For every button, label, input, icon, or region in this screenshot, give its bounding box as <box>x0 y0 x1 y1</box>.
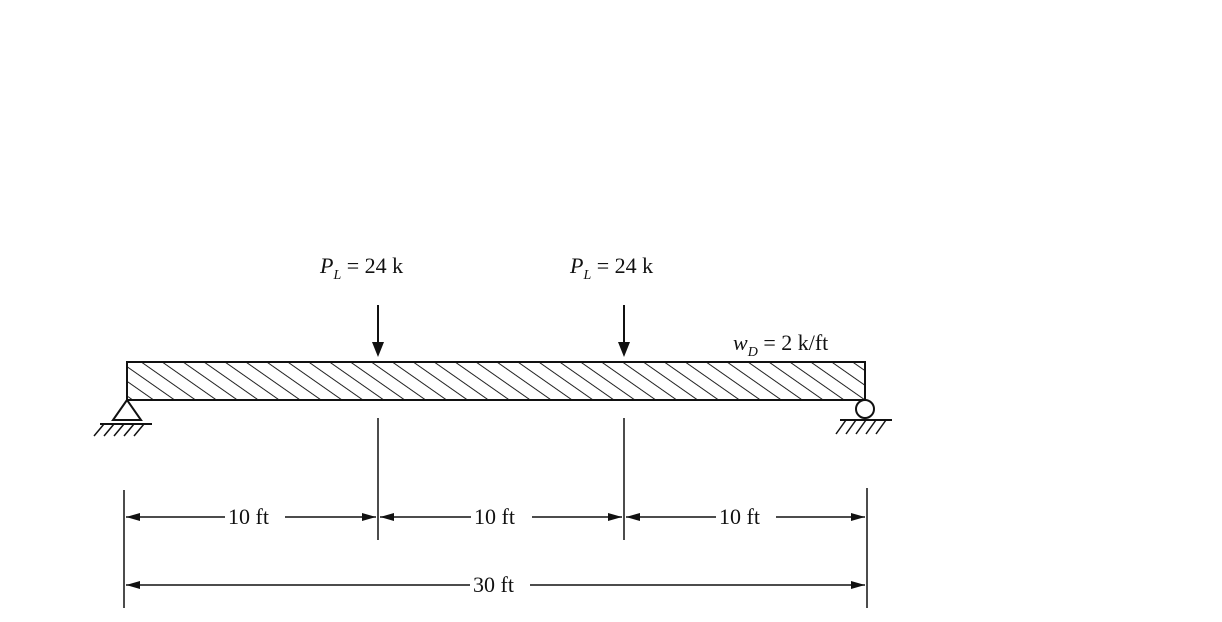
dimension-label-2: 10 ft <box>474 504 515 529</box>
dimension-label-total: 30 ft <box>473 572 514 597</box>
load-arrow-1 <box>372 305 384 357</box>
dimension-label-3: 10 ft <box>719 504 760 529</box>
distributed-load-label: $w_D = 2$ k/ft <box>733 330 829 360</box>
load-label-1: $P_L = 24$ k <box>320 253 404 283</box>
load-arrow-2 <box>618 305 630 357</box>
roller-support-icon <box>836 400 892 434</box>
load-label-2: $P_L = 24$ k <box>570 253 654 283</box>
dimension-label-1: 10 ft <box>228 504 269 529</box>
pin-support-icon <box>94 400 152 436</box>
beam <box>127 362 865 400</box>
